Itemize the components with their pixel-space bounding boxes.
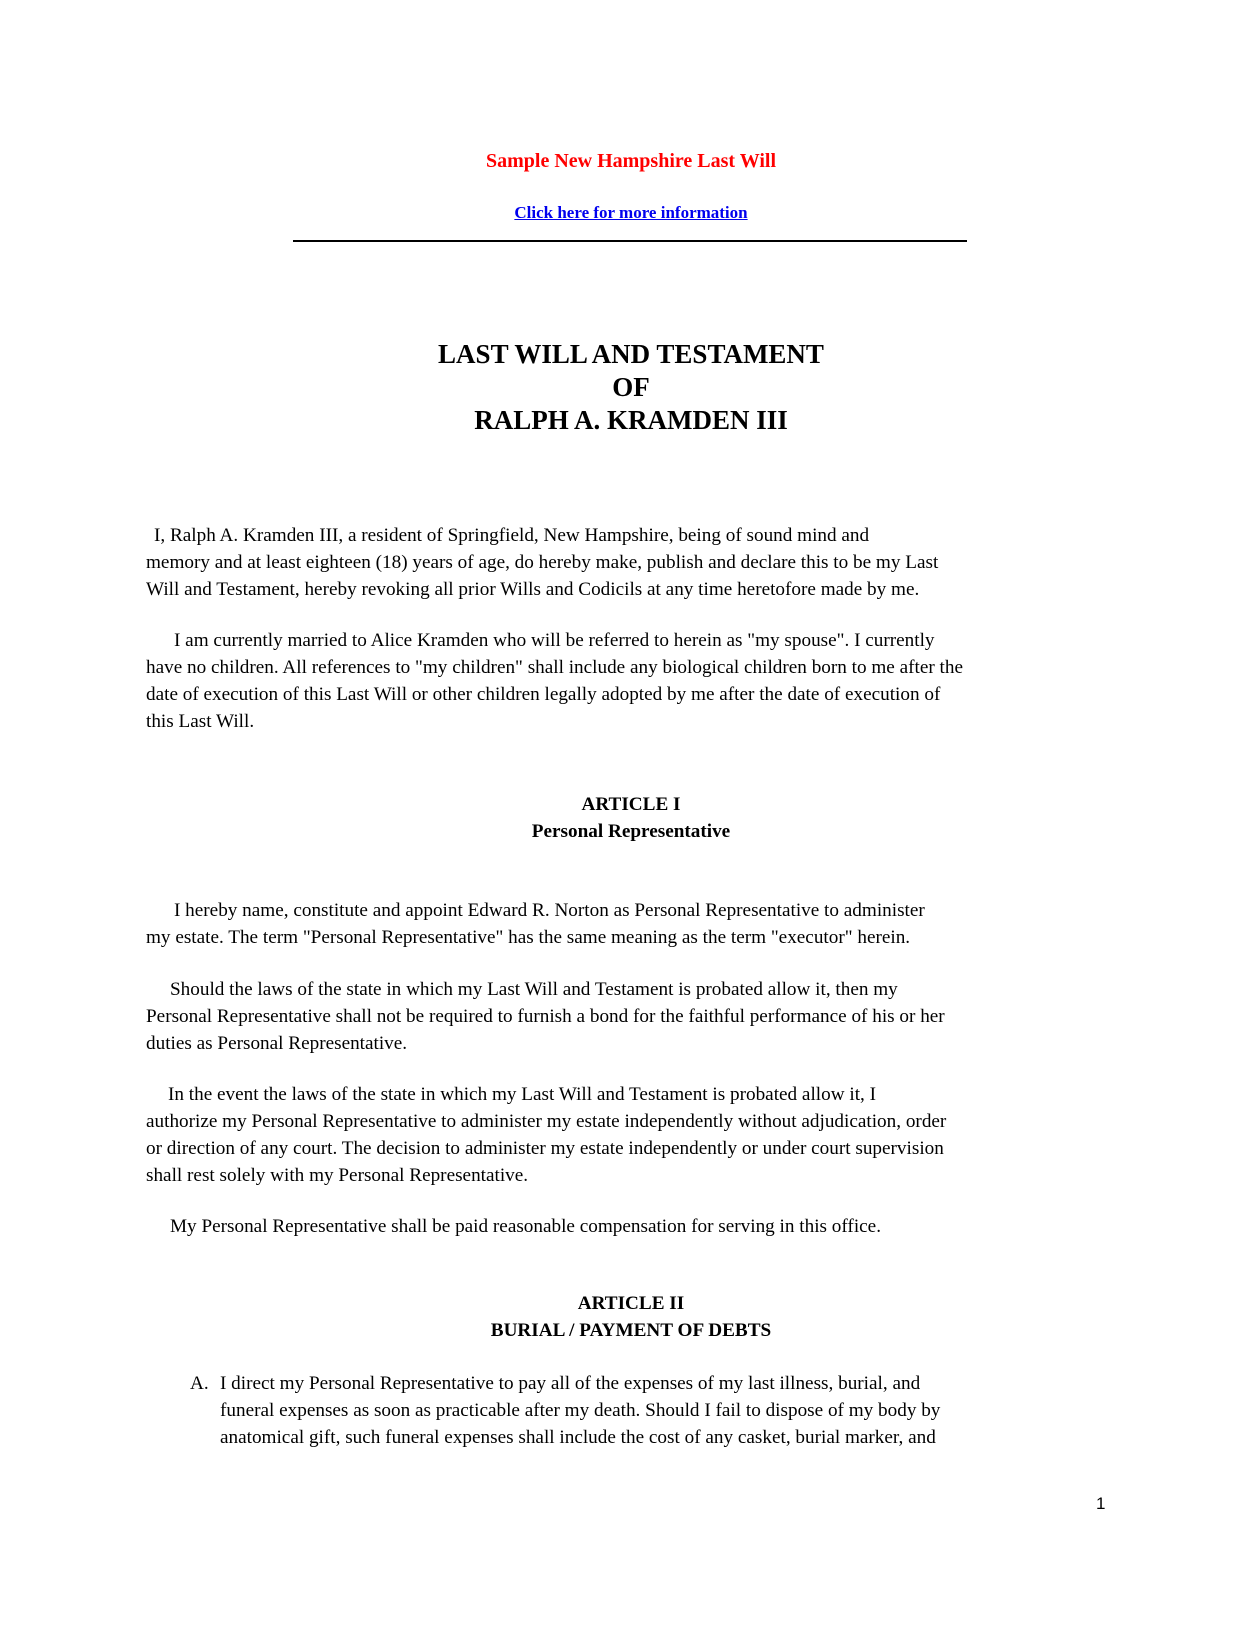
article-1-paragraph-1: [146, 897, 1106, 951]
text-line: have no children. All references to "my children" shall include any biological children born to me after the: [146, 657, 963, 678]
article-1-paragraph-3: [146, 1081, 1106, 1189]
article-2-heading: [0, 1290, 1240, 1344]
text-line: or direction of any court. The decision to administer my estate independently or under court supervision: [146, 1138, 944, 1159]
text-line: funeral expenses as soon as practicable after my death. Should I fail to dispose of my body by: [220, 1400, 941, 1421]
document-title-line: LAST WILL AND TESTAMENT: [438, 339, 824, 369]
article-title: BURIAL / PAYMENT OF DEBTS: [490, 1320, 772, 1341]
list-marker: A.: [190, 1373, 209, 1394]
intro-paragraph-1: [146, 522, 1106, 603]
text-line: Personal Representative shall not be required to furnish a bond for the faithful performance of his or her: [146, 1006, 945, 1027]
text-line: Will and Testament, hereby revoking all prior Wills and Codicils at any time heretofore made by me.: [146, 579, 920, 600]
article-number: ARTICLE II: [577, 1293, 685, 1314]
text-line: My Personal Representative shall be paid reasonable compensation for serving in this office.: [170, 1216, 881, 1237]
text-line: In the event the laws of the state in which my Last Will and Testament is probated allow it, I: [168, 1084, 877, 1105]
article-1-heading: [0, 791, 1240, 845]
article-number: ARTICLE I: [581, 794, 681, 815]
text-line: I, Ralph A. Kramden III, a resident of Springfield, New Hampshire, being of sound mind and: [154, 525, 870, 546]
text-line: Should the laws of the state in which my Last Will and Testament is probated allow it, then my: [170, 979, 898, 1000]
more-information-link[interactable]: Click here for more information: [514, 203, 748, 222]
text-line: anatomical gift, such funeral expenses shall include the cost of any casket, burial marker, and: [220, 1427, 936, 1448]
text-line: I direct my Personal Representative to pay all of the expenses of my last illness, burial, and: [220, 1373, 921, 1394]
text-line: duties as Personal Representative.: [146, 1033, 408, 1054]
article-1-paragraph-4: [146, 1213, 1106, 1240]
list-item-text: [220, 1370, 1080, 1451]
article-1-paragraph-2: [146, 976, 1106, 1057]
text-line: this Last Will.: [146, 711, 255, 732]
header-title: Sample New Hampshire Last Will: [485, 150, 777, 172]
intro-paragraph-2: [146, 627, 1106, 735]
article-title: Personal Representative: [531, 821, 731, 842]
document-title-line: RALPH A. KRAMDEN III: [474, 405, 788, 435]
text-line: memory and at least eighteen (18) years of age, do hereby make, publish and declare this to be my Last: [146, 552, 939, 573]
text-line: my estate. The term "Personal Representative" has the same meaning as the term "executor" herein.: [146, 927, 911, 948]
text-line: date of execution of this Last Will or other children legally adopted by me after the date of execution of: [146, 684, 941, 705]
document-title-line: OF: [612, 372, 650, 402]
page-number: 1: [1096, 1494, 1106, 1513]
document-title: [0, 338, 1240, 437]
text-line: shall rest solely with my Personal Representative.: [146, 1165, 529, 1186]
text-line: I am currently married to Alice Kramden who will be referred to herein as "my spouse". I currently: [174, 630, 935, 651]
text-line: authorize my Personal Representative to administer my estate independently without adjudication, order: [146, 1111, 947, 1132]
header-divider: [293, 240, 967, 242]
text-line: I hereby name, constitute and appoint Edward R. Norton as Personal Representative to administer: [174, 900, 925, 921]
